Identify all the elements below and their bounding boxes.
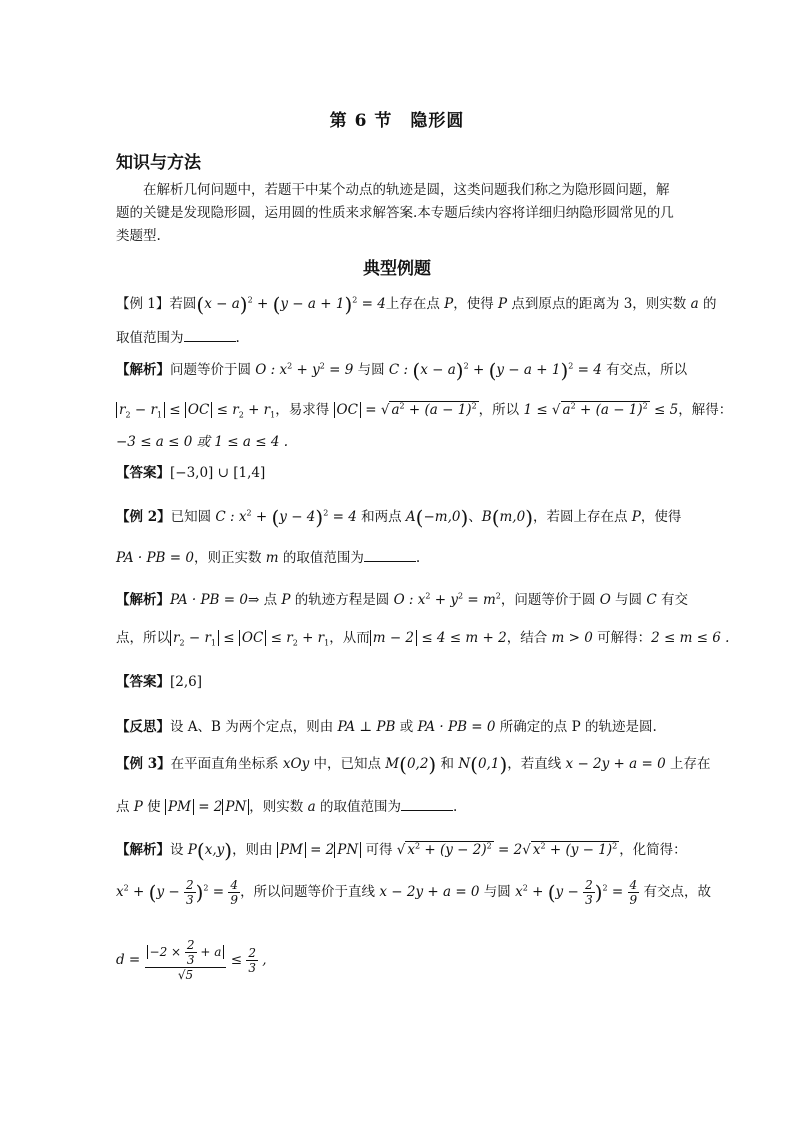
example2-reflection: 【反思】设 A、B 为两个定点，则由 PA ⊥ PB 或 PA · PB = 0 所确定的点 P 的轨迹是圆. (116, 719, 657, 735)
answer-blank (364, 549, 416, 562)
example3-question-line1: 【例 3】在平面直角坐标系 xOy 中，已知点 M(0,2) 和 N(0,1)，若直线 x − 2y + a = 0 上存在 (116, 752, 711, 777)
intro-paragraph: 在解析几何问题中，若题干中某个动点的轨迹是圆，这类问题我们称之为隐形圆问题，解题的关键是发现隐形圆，运用圆的性质来求解答案.本专题后续内容将详细归纳隐形圆常见的几类题型. (116, 182, 674, 244)
example2-question-line1: 【例 2】已知圆 C : $x^2 + (y - 4)^2 = 4$ 和两点 A(−m,0)、B(m,0)，若圆上存在点 P，使得 (116, 505, 682, 530)
example1-answer: 【答案】[−3,0] ∪ [1,4] (116, 465, 266, 481)
page-title: 第 6 节 隐形圆 (329, 111, 465, 131)
example1-question-line1: 【例 1】若圆$(x - a)^2 + (y - a + 1)^2 = 4$上存在点 P，使得 P 点到原点的距离为 3，则实数 a 的 (116, 292, 717, 317)
example3-solution-line2: $x^2 + (y$ − $\frac{2}{3}$ )$^2$ = $\frac{4}{9}$ ，所以问题等价于直线 x − 2y + a = 0 与圆 $x^2 + (y$ − $\frac{2}{3}$ )$^2$ = $\frac{4}{9}$ 有交点，故 (116, 878, 711, 907)
example1-question-line2: 取值范围为 . (116, 330, 240, 346)
answer-blank (184, 329, 236, 342)
example2-answer: 【答案】[2,6] (116, 674, 203, 690)
example1-solution-line1: 【解析】问题等价于圆 O : $x^2 + y^2 = 9$ 与圆 C : $(x - a)^2 + (y - a + 1)^2 = 4$ 有交点，所以 (116, 358, 688, 383)
example1-solution-line2: $r_2 - r_1$ ≤ OC ≤ $r_2 + r_1$，易求得 OC = √ $a^2 + (a - 1)^2$ ，所以 1 ≤ √ $a^2 + (a - 1)^2 \le 5$，解得： (116, 398, 686, 420)
example2-solution-line1: 【解析】PA · PB = 0⇒ 点 P 的轨迹方程是圆 O : $x^2 + y^2 = m^2$，问题等价于圆 O 与圆 C 有交 (116, 591, 688, 608)
example3-solution-line1: 【解析】设 P(x,y)，则由 PM = 2 PN 可得 √ $x^2 + (y - 2)^2 = 2√$ $x^2 + (y - 1)^2$ ，化简得： (116, 838, 687, 863)
answer-blank (401, 798, 453, 811)
example3-question-line2: 点 P 使 PM = 2 PN ，则实数 a 的取值范围为 . (116, 799, 458, 815)
section-heading-examples: 典型例题 (363, 259, 431, 279)
example3-solution-line3: d = −2 × $\frac{2}{3}$ + a √5 ≤ $\frac{2}{3}$ , (116, 938, 267, 982)
section-heading-knowledge: 知识与方法 (116, 153, 201, 173)
example2-question-line2: PA · PB = 0，则正实数 m 的取值范围为 . (116, 550, 421, 566)
example1-solution-line3: −3 ≤ a ≤ 0 或 1 ≤ a ≤ 4 . (116, 434, 289, 450)
example2-solution-line2: 点，所以 $r_2 - r_1$ ≤ OC ≤ $r_2 + r_1$，从而 m − 2 ≤ 4 ≤ m + 2，结合 m > 0 可解得：2 ≤ m ≤ 6 . (116, 630, 730, 648)
